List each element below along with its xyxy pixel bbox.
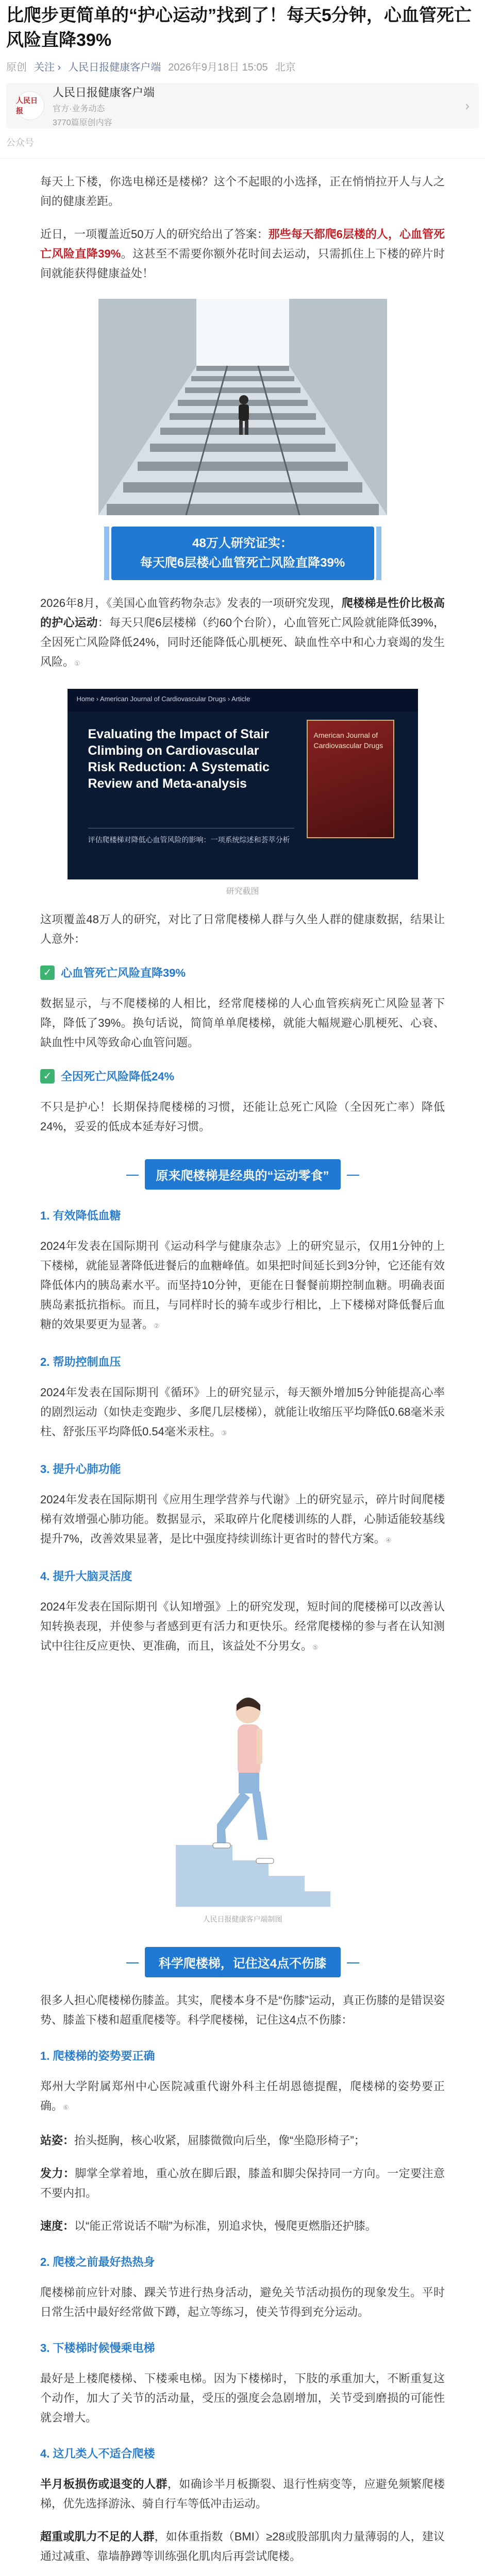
meniscus-label: 半月板损伤或退变的人群 (40, 2478, 168, 2490)
section-banner-2: 科学爬楼梯，记住这4点不伤膝 (145, 1947, 341, 1977)
tip-paragraph-3: 最好是上楼爬楼梯、下楼乘电梯。因为下楼梯时，下肢的承重加大，不断重复这个动作，加大了关节的活动量，受压的强度会急剧增加，关节受到磨损的可能性就会增大。 (40, 2372, 445, 2424)
account-name: 人民日报健康客户端 (53, 86, 155, 99)
benefit-paragraph-4 (40, 1597, 445, 1657)
journal-screenshot (68, 689, 418, 879)
benefit-text-1: 2024年发表在国际期刊《运动科学与健康杂志》上的研究显示，仅用1分钟的上下楼梯，就能显著降低进餐后的血糖峰值。如果把时间延长到3分钟，它还能有效降低体内的胰岛素水平。而坚持10分钟，更能在日餐餐前期控制血糖。明确表面胰岛素抵抗指标。而且，与同样时长的骑车或步行相比，上下楼梯对降低餐后血糖的效果要更为显著。 (40, 1240, 445, 1331)
original-tag: 原创 (6, 62, 27, 73)
benefit-heading-2: 2. 帮助控制血压 (40, 1355, 121, 1368)
overweight-label: 超重或肌力不足的人群 (40, 2530, 155, 2543)
tip-heading-4: 4. 这几类人不适合爬楼 (40, 2447, 155, 2460)
journal-article-subtitle: 评估爬楼梯对降低心血管风险的影响：一项系统综述和荟萃分析 (88, 828, 294, 845)
tip-posture-stance (40, 2131, 445, 2150)
analysis-paragraph-1: 这项覆盖48万人的研究，对比了日常爬楼梯人群与久坐人群的健康数据，结果让人意外： (40, 913, 445, 945)
section-banner-1: 原来爬楼梯是经典的“运动零食” (145, 1159, 341, 1190)
benefit-paragraph-2 (40, 1383, 445, 1443)
footnote-ref: ④ (385, 1536, 392, 1544)
intro-paragraph-2 (40, 225, 445, 283)
tip-paragraph-4a (40, 2475, 445, 2514)
stance-text: 抬头挺胸，核心收紧，屈膝微微向后坐，像“坐隐形椅子”； (74, 2134, 365, 2147)
tip-heading-1: 1. 爬楼梯的姿势要正确 (40, 2049, 155, 2062)
stair-climbing-illustration (155, 1675, 330, 1912)
study-text-mid: ：每天只爬6层楼梯（约60个台阶），心血管死亡风险就能降低39%，全因死亡风险降低24%，同时还能降低心肌梗死、缺血性卒中和心力衰竭的发生风险。 (40, 616, 445, 668)
author-link[interactable]: 人民日报健康客户端 (68, 62, 161, 73)
chevron-right-icon: › (465, 97, 470, 113)
speed-text: 以“能正常说话不喘”为标准，别追求快，慢爬更燃脂还护膝。 (74, 2219, 377, 2232)
intro-paragraph-1: 每天上下楼，你选电梯还是楼梯？这个不起眼的小选择，正在悄悄拉开人与人之间的健康差距。 (40, 175, 445, 208)
study-highlight: 爬楼梯是性价比极高的护心运动 (40, 597, 445, 629)
footnote-ref: ① (74, 659, 80, 667)
account-logo (15, 91, 44, 120)
research-banner-line-1: 48万人研究证实： (192, 536, 293, 550)
stance-label: 站姿： (40, 2134, 75, 2147)
intro-highlight: 那些每天都爬6层楼的人，心血管死亡风险直降39% (40, 228, 445, 260)
benefit-text-4: 2024年发表在国际期刊《认知增强》上的研究发现，短时间的爬楼梯可以改善认知转换表现，并使参与者感到更有活力和更快乐。经常爬楼梯的参与者在认知测试中往往反应更快、更准确，而且，该益处不分男女。 (40, 1600, 445, 1652)
publish-time: 2026年9月18日 15:05 (168, 62, 268, 73)
check-heading-2-text: 全因死亡风险降低24% (61, 1070, 175, 1083)
research-banner (111, 527, 374, 580)
benefit-paragraph-3 (40, 1490, 445, 1550)
account-card[interactable] (6, 83, 479, 128)
check-icon: ✓ (40, 965, 55, 980)
tips-intro-paragraph: 很多人担心爬楼梯伤膝盖。其实，爬楼本身不是“伤膝”运动，真正伤膝的是错误姿势、膝盖下楼和超重爬楼等。科学爬楼梯，记住这4点不伤膝： (40, 1994, 445, 2026)
account-sub-1: 官方·业务动态 (53, 104, 105, 113)
tip-posture-force (40, 2164, 445, 2203)
platform-label: 公众号 (6, 138, 34, 148)
speed-label: 速度： (40, 2219, 75, 2232)
account-sub-2: 3770篇原创内容 (53, 118, 112, 127)
article-title: 比爬步更简单的“护心运动”找到了！每天5分钟，心血管死亡风险直降39% (6, 6, 472, 50)
tip-paragraph-4b (40, 2527, 445, 2566)
check-heading-1 (40, 964, 445, 980)
research-banner-line-2: 每天爬6层楼心血管死亡风险直降39% (140, 556, 345, 570)
footnote-ref: ⑥ (63, 2104, 69, 2111)
publish-location: 北京 (275, 62, 296, 73)
follow-link[interactable]: 关注 › (34, 62, 61, 73)
analysis-paragraph-3: 不只是护心！长期保持爬楼梯的习惯，还能让总死亡风险（全因死亡率）降低24%，妥妥的低成本延寿好习惯。 (40, 1100, 445, 1133)
meniscus-text: ，如确诊半月板撕裂、退行性病变等，应避免频繁爬楼梯，优先选择游泳、骑自行车等低冲击运动。 (40, 2478, 445, 2510)
force-text: 脚掌全掌着地，重心放在脚后跟，膝盖和脚尖保持同一方向。一定要注意不要内扣。 (40, 2167, 445, 2199)
journal-breadcrumb: Home › American Journal of Cardiovascular Drugs › Article (68, 689, 418, 711)
check-heading-2 (40, 1068, 445, 1084)
study-paragraph (40, 594, 445, 673)
overweight-text: ，如体重指数（BMI）≥28或股部肌肉力量薄弱的人，建议通过减重、靠墙静蹲等训练强化肌肉后再尝试爬楼。 (40, 2530, 445, 2563)
force-label: 发力： (40, 2167, 75, 2180)
tip-paragraph-2: 爬楼梯前应针对膝、踝关节进行热身活动，避免关节活动损伤的现象发生。平时日常生活中最好经常做下蹲，起立等练习，使关节得到充分运动。 (40, 2286, 445, 2318)
logo-text: 人民日报 (16, 96, 38, 115)
tip-heading-2: 2. 爬楼之前最好热热身 (40, 2256, 155, 2268)
account-info (53, 84, 155, 128)
analysis-paragraph-2: 数据显示，与不爬楼梯的人相比，经常爬楼梯的人心血管疾病死亡风险显著下降，降低了39%。换句话说，简简单单爬楼梯，就能大幅规避心肌梗死、心衰、缺血性中风等致命心血管问题。 (40, 997, 445, 1049)
divider (0, 158, 485, 159)
journal-caption: 研究截图 (226, 887, 259, 896)
check-heading-1-text: 心血管死亡风险直降39% (61, 967, 186, 979)
stairs-photo (98, 299, 387, 515)
intro-text: 近日，一项覆盖近50万人的研究给出了答案： (40, 228, 269, 241)
footnote-ref: ③ (221, 1429, 227, 1437)
benefit-text-3: 2024年发表在国际期刊《应用生理学营养与代谢》上的研究显示，碎片时间爬楼梯有效增强心肺功能。数据显示，采取碎片化爬楼训练的人群，心肺适能较基线提升7%，改善效果显著，是比中强度持续训练计更省时的替代方案。 (40, 1493, 445, 1545)
tip-paragraph-1 (40, 2077, 445, 2117)
benefit-paragraph-1 (40, 1236, 445, 1336)
article-meta (0, 53, 485, 74)
benefit-heading-3: 3. 提升心肺功能 (40, 1463, 121, 1476)
benefit-text-2: 2024年发表在国际期刊《循环》上的研究显示，每天额外增加5分钟能提高心率的剧烈运动（如快走变跑步、多爬几层楼梯），就能让收缩压平均降低0.68毫米汞柱、舒张压平均降低0.54毫米汞柱。 (40, 1386, 445, 1438)
tip-posture-speed (40, 2216, 445, 2236)
tip-text-1: 郑州大学附属郑州中心医院减重代谢外科主任胡恩德提醒，爬楼梯的姿势要正确。 (40, 2080, 445, 2112)
study-text: 2026年8月，《美国心血管药物杂志》发表的一项研究发现， (40, 597, 342, 609)
intro-text-end: 。这甚至不需要你额外花时间去运动，只需抓住上下楼的碎片时间就能获得健康益处！ (40, 247, 445, 280)
tip-heading-3: 3. 下楼梯时候慢乘电梯 (40, 2342, 155, 2354)
journal-article-title: Evaluating the Impact of Stair Climbing on Cardiovascular Risk Reduction: A Systematic Review and Meta-analysis (88, 727, 270, 791)
benefit-heading-1: 1. 有效降低血糖 (40, 1209, 121, 1222)
article-content (0, 172, 485, 2576)
journal-cover: American Journal of Cardiovascular Drugs (307, 720, 394, 838)
footnote-ref: ② (154, 1322, 160, 1330)
illustration-caption: 人民日报健康客户端制图 (203, 1915, 282, 1923)
footnote-ref: ⑤ (312, 1643, 319, 1651)
benefit-heading-4: 4. 提升大脑灵活度 (40, 1570, 132, 1583)
check-icon: ✓ (40, 1069, 55, 1083)
